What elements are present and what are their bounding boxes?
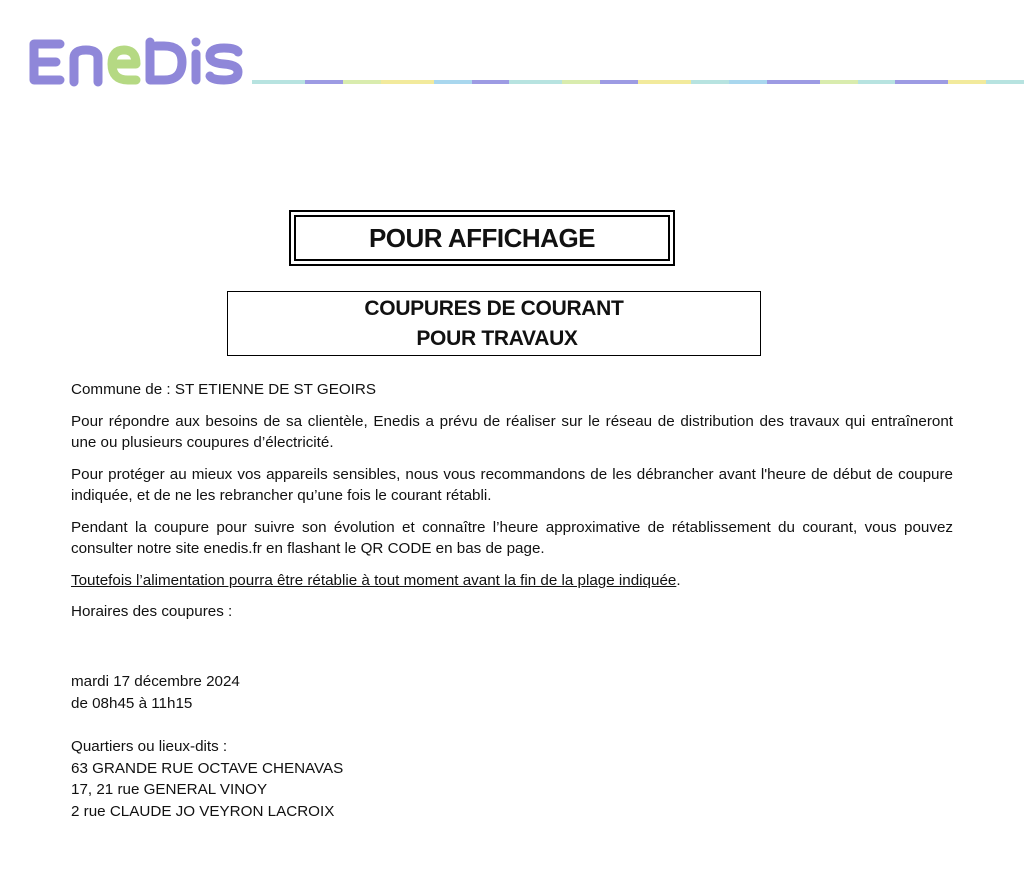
places-label: Quartiers ou lieux-dits :: [71, 738, 228, 755]
place-item: 17, 21 rue GENERAL VINOY: [71, 781, 268, 798]
deco-line-segment: [767, 80, 820, 84]
deco-line-segment: [252, 80, 305, 84]
notice-title: POUR AFFICHAGE: [294, 215, 670, 261]
deco-line-segment: [729, 80, 767, 84]
deco-line-segment: [343, 80, 381, 84]
place-item: 2 rue CLAUDE JO VEYRON LACROIX: [71, 802, 335, 820]
deco-line-segment: [472, 80, 510, 84]
places-block: [71, 736, 343, 822]
subtitle-line-1: COUPURES DE COURANT: [364, 296, 624, 320]
subtitle-line-2: POUR TRAVAUX: [416, 326, 578, 350]
schedule-date: mardi 17 décembre 2024: [71, 673, 240, 690]
deco-line-segment: [986, 80, 1024, 84]
schedule-label: Horaires des coupures :: [71, 603, 233, 620]
deco-line-segment: [858, 80, 896, 84]
deco-line-segment: [638, 80, 691, 84]
deco-line-segment: [895, 80, 948, 84]
deco-line-segment: [600, 80, 638, 84]
notice-body: [71, 379, 953, 633]
schedule-time: de 08h45 à 11h15: [71, 694, 193, 712]
deco-line-segment: [948, 80, 986, 84]
warning-line: [71, 570, 953, 592]
deco-line-segment: [434, 80, 472, 84]
deco-line-segment: [305, 80, 343, 84]
subtitle-frame: [227, 291, 761, 356]
paragraph-protect: Pour protéger au mieux vos appareils sensibles, nous vous recommandons de les débrancher avant l'heure de début de coupure indiquée, et de ne les rebrancher qu’une fois le courant rétabli.: [71, 465, 953, 504]
title-frame: [289, 210, 675, 266]
deco-line-segment: [509, 80, 562, 84]
warning-period: .: [676, 571, 681, 589]
deco-line-segment: [820, 80, 858, 84]
header-decorative-line: [252, 80, 1024, 84]
deco-line-segment: [691, 80, 729, 84]
commune-line: Commune de : ST ETIENNE DE ST GEOIRS: [71, 381, 376, 398]
deco-line-segment: [562, 80, 600, 84]
paragraph-follow: Pendant la coupure pour suivre son évolution et connaître l’heure approximative de rétablissement du courant, vous pouvez consulter notre site enedis.fr en flashant le QR CODE en bas de page.: [71, 518, 953, 557]
schedule-block: [71, 671, 240, 714]
warning-text: Toutefois l’alimentation pourra être rétablie à tout moment avant la fin de la plage indiquée: [71, 571, 677, 589]
place-item: 63 GRANDE RUE OCTAVE CHENAVAS: [71, 759, 344, 777]
paragraph-needs: Pour répondre aux besoins de sa clientèle, Enedis a prévu de réaliser sur le réseau de distribution des travaux qui entraîneront une ou plusieurs coupures d’électricité.: [71, 412, 953, 451]
deco-line-segment: [381, 80, 434, 84]
enedis-logo: [24, 34, 246, 90]
